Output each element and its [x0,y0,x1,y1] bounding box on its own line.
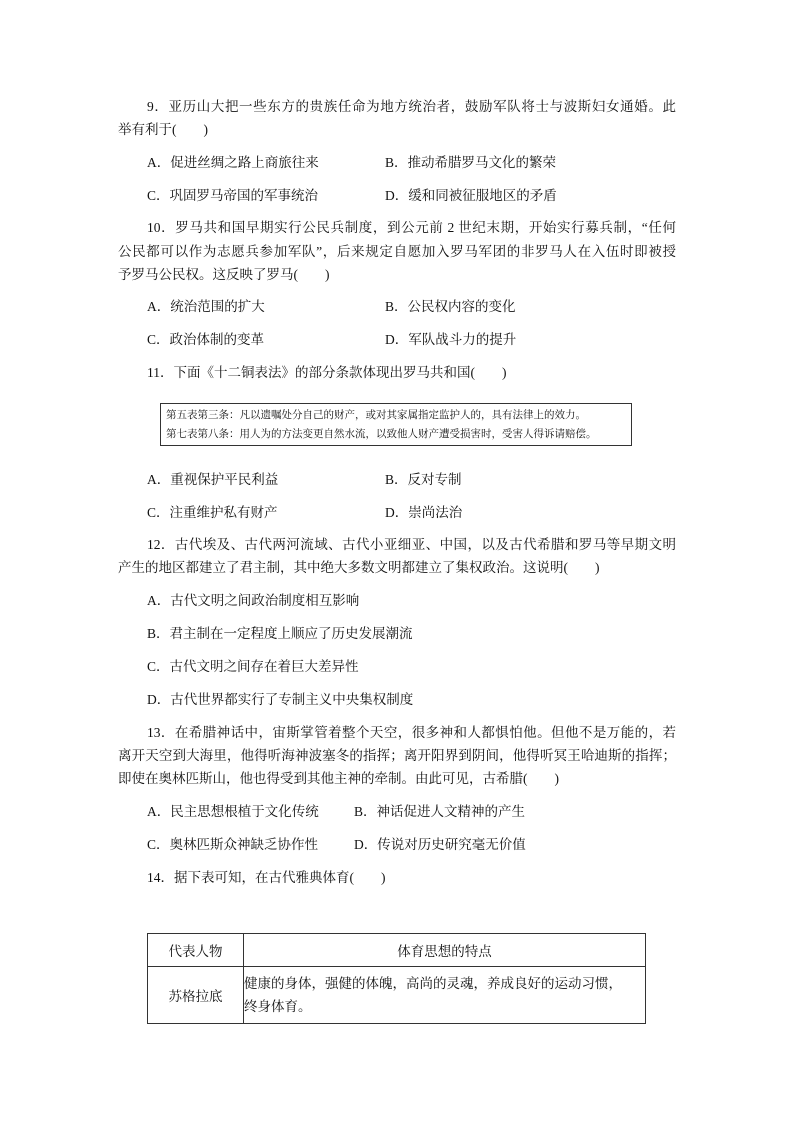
q14-stem-line-1: 14．据下表可知，在古代雅典体育( ) [147,870,386,885]
q9-option-a: A．促进丝绸之路上商旅往来 [147,155,319,170]
q13-stem-line-1: 13．在希腊神话中，宙斯掌管着整个天空，很多神和人都惧怕他。但他不是万能的，若 [147,725,676,740]
q10-option-a: A．统治范围的扩大 [147,299,265,314]
q10-stem-line-3: 予罗马公民权。这反映了罗马( ) [118,267,330,282]
q10-stem-line-2: 公民都可以作为志愿兵参加军队”，后来规定自愿加入罗马军团的非罗马人在入伍时即被授 [118,244,676,259]
q12-stem-line-2: 产生的地区都建立了君主制，其中绝大多数文明都建立了集权政治。这说明( ) [118,560,600,575]
q14-table [147,933,646,1024]
q14-table-header-row [148,934,646,967]
q13-option-a: A．民主思想根植于文化传统 [147,804,319,819]
q11-option-a: A．重视保护平民利益 [147,472,279,487]
q14-traits-line-2: 终身体育。 [244,999,312,1014]
q9-option-c: C．巩固罗马帝国的军事统治 [147,188,319,203]
q13-option-b: B．神话促进人文精神的产生 [354,804,526,819]
q14-header-traits: 体育思想的特点 [244,934,646,967]
q11-option-c: C．注重维护私有财产 [147,505,278,520]
q12-option-d: D．古代世界都实行了专制主义中央集权制度 [147,692,414,707]
q9-stem-line-2: 举有利于( ) [118,122,208,137]
q13-option-c: C．奥林匹斯众神缺乏协作性 [147,837,319,852]
q13-stem-line-2: 离开天空到大海里，他得听海神波塞冬的指挥；离开阳界到阴间，他得听冥王哈迪斯的指挥； [118,748,676,763]
q14-cell-traits [244,967,646,1024]
q14-traits-line-1: 健康的身体，强健的体魄，高尚的灵魂，养成良好的运动习惯， [244,976,622,991]
q11-excerpt-line-2: 第七表第八条：用人为的方法变更自然水流，以致他人财产遭受损害时，受害人得诉请赔偿。 [166,429,597,440]
q11-excerpt-line-1: 第五表第三条：凡以遗嘱处分自己的财产，或对其家属指定监护人的，具有法律上的效力。 [166,410,586,421]
q12-option-b: B．君主制在一定程度上顺应了历史发展潮流 [147,626,413,641]
q9-option-b: B．推动希腊罗马文化的繁荣 [385,155,557,170]
q11-stem-line-1: 11．下面《十二铜表法》的部分条款体现出罗马共和国( ) [147,365,507,380]
q14-header-person: 代表人物 [148,934,244,967]
q11-option-b: B．反对专制 [385,472,462,487]
q11-law-excerpt-box [160,403,632,446]
q12-stem-line-1: 12．古代埃及、古代两河流域、古代小亚细亚、中国，以及古代希腊和罗马等早期文明 [147,537,676,552]
q10-option-b: B．公民权内容的变化 [385,299,516,314]
q12-option-c: C．古代文明之间存在着巨大差异性 [147,659,359,674]
q14-table-row [148,967,646,1024]
q14-cell-person: 苏格拉底 [148,967,244,1024]
q13-option-d: D．传说对历史研究毫无价值 [354,837,526,852]
q10-stem-line-1: 10．罗马共和国早期实行公民兵制度，到公元前 2 世纪末期，开始实行募兵制，“任何 [147,220,676,235]
q11-option-d: D．崇尚法治 [385,505,463,520]
q9-option-d: D．缓和同被征服地区的矛盾 [385,188,557,203]
q10-option-d: D．军队战斗力的提升 [385,332,517,347]
q10-option-c: C．政治体制的变革 [147,332,265,347]
q13-stem-line-3: 即使在奥林匹斯山，他也得受到其他主神的牵制。由此可见，古希腊( ) [118,771,559,786]
q9-stem-line-1: 9．亚历山大把一些东方的贵族任命为地方统治者，鼓励军队将士与波斯妇女通婚。此 [147,99,676,114]
q12-option-a: A．古代文明之间政治制度相互影响 [147,593,360,608]
